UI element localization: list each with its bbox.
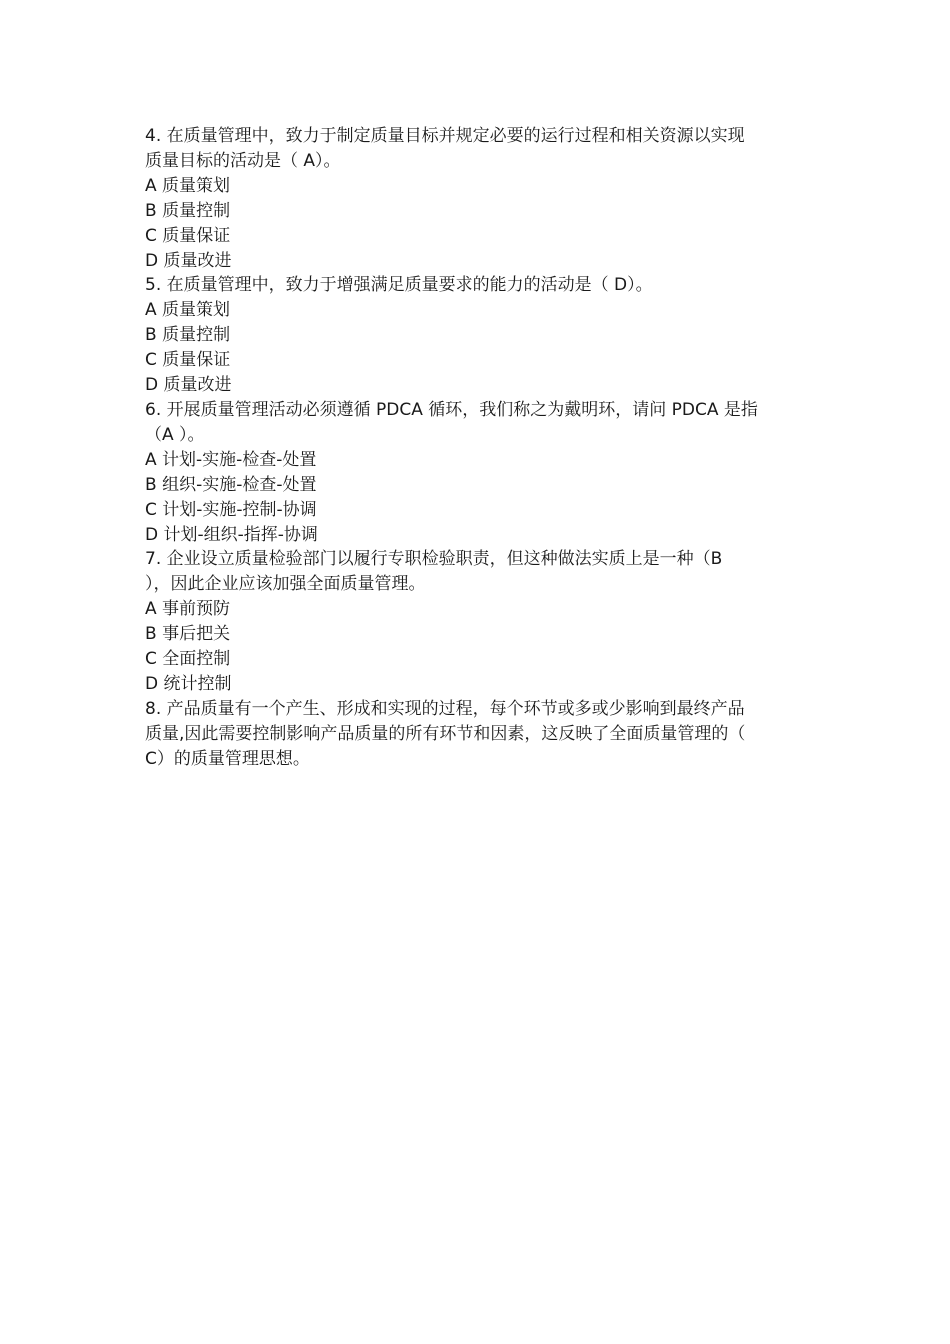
question-4-option-c: C 质量保证 (145, 225, 231, 246)
question-7-stem-line-1: 7. 企业设立质量检验部门以履行专职检验职责，但这种做法实质上是一种（B (145, 549, 723, 570)
question-7-option-b: B 事后把关 (145, 624, 231, 645)
question-5-option-a: A 质量策划 (145, 300, 231, 321)
question-4-option-a: A 质量策划 (145, 175, 231, 196)
question-8-stem-line-3: C）的质量管理思想。 (145, 748, 310, 769)
question-6-option-b: B 组织-实施-检查-处置 (145, 474, 317, 495)
question-4-option-d: D 质量改进 (145, 250, 232, 271)
question-5-option-d: D 质量改进 (145, 375, 232, 396)
question-8-stem-line-2: 质量,因此需要控制影响产品质量的所有环节和因素，这反映了全面质量管理的（ (145, 723, 746, 744)
question-4-stem-line-1: 4. 在质量管理中，致力于制定质量目标并规定必要的运行过程和相关资源以实现 (145, 126, 745, 146)
question-7-option-c: C 全面控制 (145, 649, 231, 670)
question-7-stem-line-2: ），因此企业应该加强全面质量管理。 (145, 574, 426, 595)
question-5-stem: 5. 在质量管理中，致力于增强满足质量要求的能力的活动是（ D）。 (145, 275, 653, 296)
question-5-option-b: B 质量控制 (145, 325, 231, 346)
question-4-option-b: B 质量控制 (145, 200, 231, 221)
question-5-option-c: C 质量保证 (145, 350, 231, 371)
question-8-stem-line-1: 8. 产品质量有一个产生、形成和实现的过程，每个环节或多或少影响到最终产品 (145, 698, 745, 719)
question-7-option-a: A 事前预防 (145, 599, 231, 620)
question-6-option-a: A 计划-实施-检查-处置 (145, 449, 317, 470)
question-7-option-d: D 统计控制 (145, 673, 232, 694)
document-body (145, 124, 805, 772)
question-6-option-c: C 计划-实施-控制-协调 (145, 499, 317, 520)
question-4-stem-line-2: 质量目标的活动是（ A）。 (145, 150, 341, 171)
question-6-stem-line-2: （A ）。 (145, 424, 205, 445)
question-6-option-d: D 计划-组织-指挥-协调 (145, 524, 318, 545)
question-6-stem-line-1: 6. 开展质量管理活动必须遵循 PDCA 循环，我们称之为戴明环，请问 PDCA 是指 (145, 399, 758, 420)
